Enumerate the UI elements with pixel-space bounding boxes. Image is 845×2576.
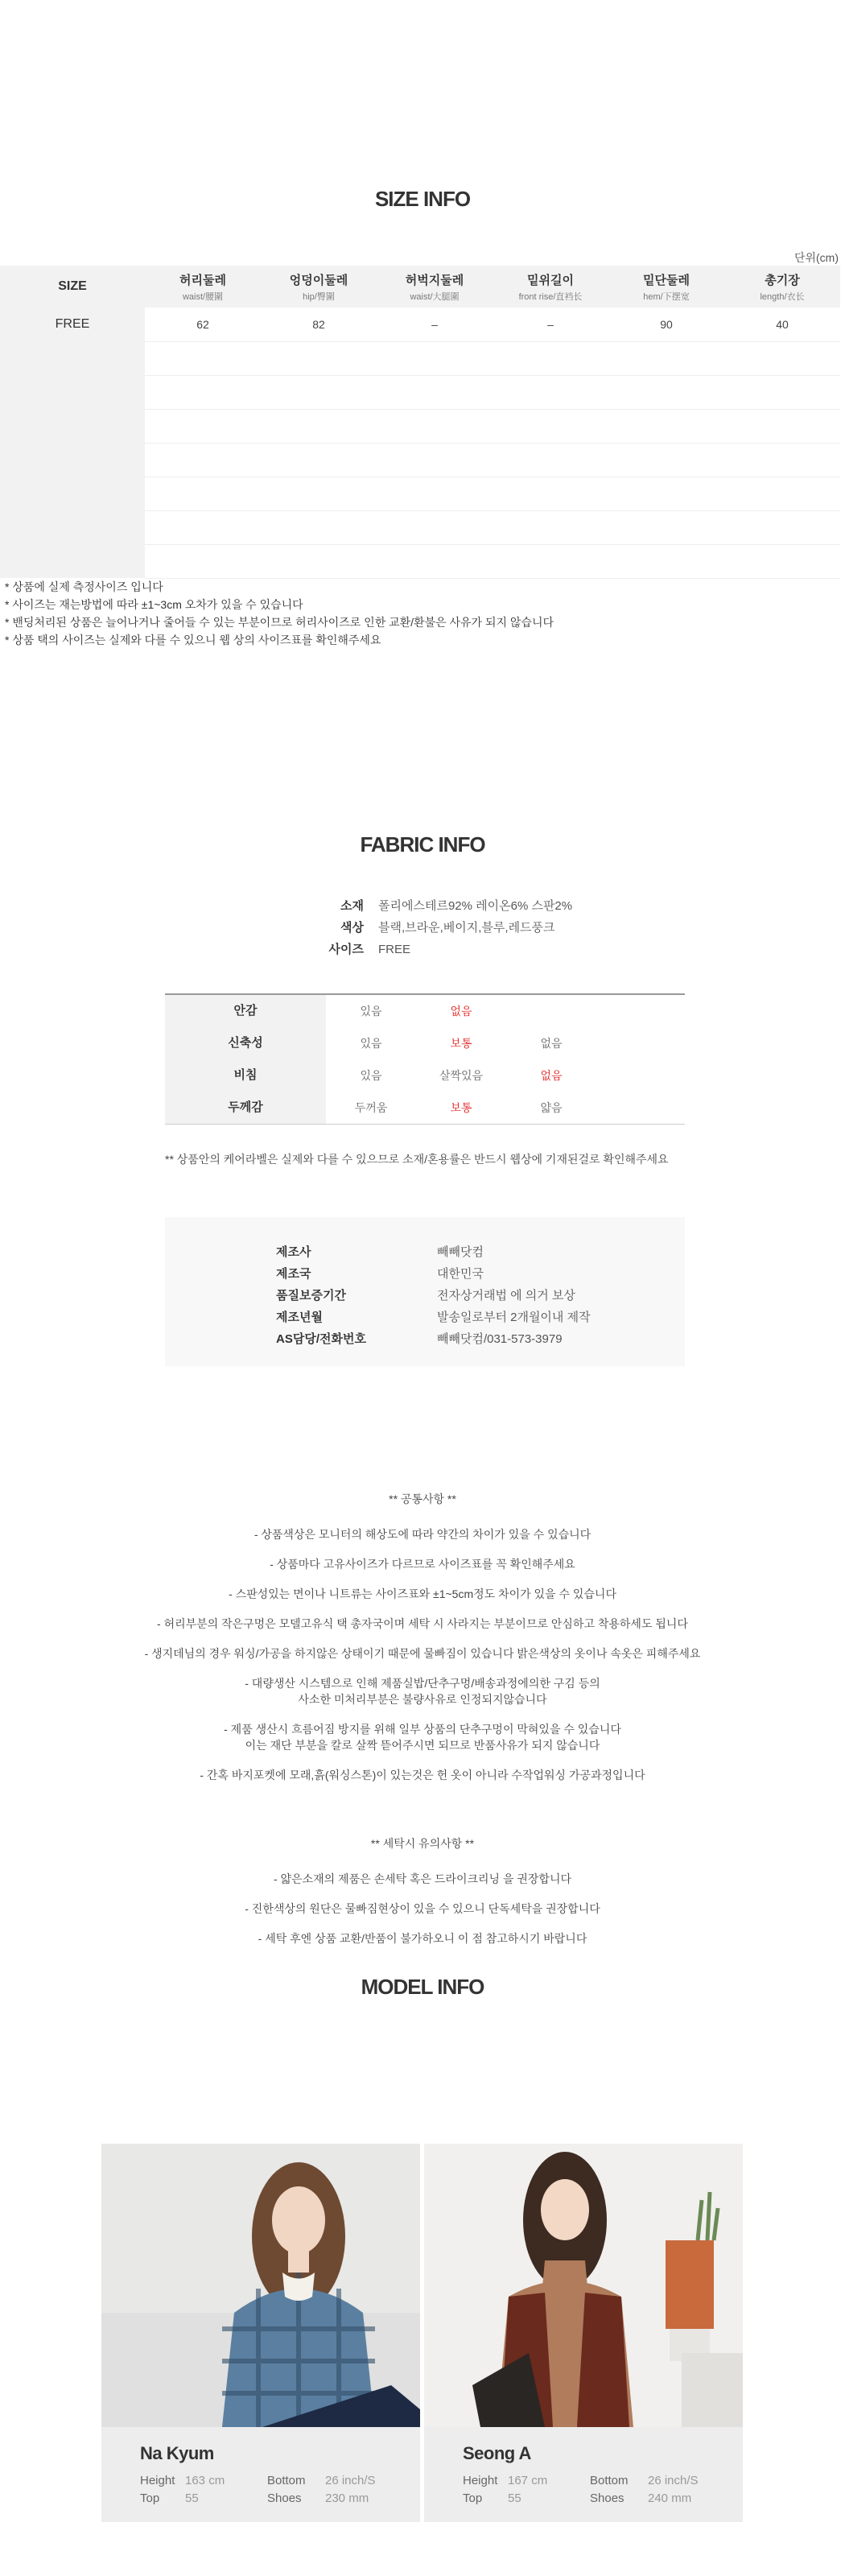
- notice-line: - 세탁 후엔 상품 교환/반품이 불가하오니 이 점 참고하시기 바랍니다: [258, 1932, 587, 1945]
- column-header-hip: 엉덩이둘레 hip/臀圍: [261, 266, 377, 308]
- top-value: 55: [508, 2491, 521, 2505]
- notice-line: - 스판성있는 면이나 니트류는 사이즈표와 ±1~5cm정도 차이가 있을 수 있습니다: [229, 1587, 616, 1600]
- shoes-value: 230 mm: [325, 2491, 369, 2505]
- size-table-header-row: [0, 266, 840, 308]
- size-row-label: FREE: [0, 308, 145, 341]
- property-label: 두께감: [165, 1092, 326, 1124]
- size-column-header: SIZE: [0, 266, 145, 308]
- size-note: * 밴딩처리된 상품은 늘어나거나 줄어들 수 있는 부분이므로 허리사이즈로 인한 교환/환불은 사유가 되지 않습니다: [5, 616, 554, 629]
- common-notice: [0, 1491, 845, 1797]
- model-name: Seong A: [463, 2443, 531, 2463]
- wash-notice: [0, 1835, 845, 1960]
- care-label-note: ** 상품안의 케어라벨은 실제와 다를 수 있으므로 소재/혼용률은 반드시 웹상에 기재된걸로 확인해주세요: [165, 1153, 669, 1166]
- country-value: 대한민국: [437, 1267, 484, 1281]
- bottom-value: 26 inch/S: [325, 2474, 376, 2487]
- material-value: 폴리에스테르92% 레이온6% 스판2%: [378, 899, 573, 913]
- table-cell: 90: [608, 308, 724, 341]
- bottom-label: Bottom: [590, 2474, 629, 2487]
- model-photo: [424, 2144, 743, 2427]
- table-cell: –: [377, 308, 493, 341]
- common-notice-title: ** 공통사항 **: [389, 1492, 456, 1505]
- wash-notice-title: ** 세탁시 유의사항 **: [370, 1837, 475, 1850]
- notice-line: - 제품 생산시 흐름어짐 방지를 위해 일부 상품의 단추구멍이 막혀있을 수 있습니다 이는 재단 부분을 칼로 살짝 뜯어주시면 되므로 반품사유가 되지 않습니다: [224, 1723, 621, 1752]
- fabric-info-title: FABRIC INFO: [360, 832, 485, 857]
- notice-line: - 상품색상은 모니터의 해상도에 따라 약간의 차이가 있을 수 있습니다: [254, 1528, 592, 1541]
- top-label: Top: [463, 2491, 483, 2505]
- height-value: 163 cm: [185, 2474, 225, 2487]
- size-note: * 상품에 실제 측정사이즈 입니다: [5, 580, 163, 593]
- column-header-rise: 밑위길이 front rise/直裆长: [493, 266, 608, 308]
- size-unit-label: 단위(cm): [793, 251, 839, 264]
- empty-row: [0, 443, 840, 477]
- model-info-title: MODEL INFO: [361, 1975, 484, 1999]
- empty-row: [0, 375, 840, 409]
- model-photo-image: [424, 2144, 743, 2427]
- warranty-label: 품질보증기간: [276, 1289, 346, 1302]
- country-label: 제조국: [276, 1267, 311, 1281]
- property-label: 안감: [165, 995, 326, 1027]
- manufacturer-info-box: [165, 1217, 685, 1366]
- manufacture-date-label: 제조년월: [276, 1311, 323, 1324]
- property-option: 없음: [450, 1005, 472, 1018]
- height-label: Height: [463, 2474, 498, 2487]
- shoes-label: Shoes: [267, 2491, 302, 2505]
- height-label: Height: [140, 2474, 175, 2487]
- notice-line: - 허리부분의 작은구멍은 모델고유식 택 총자국이며 세탁 시 사라지는 부분이므로 안심하고 착용하세도 됩니다: [157, 1617, 688, 1630]
- bottom-label: Bottom: [267, 2474, 306, 2487]
- table-row: [0, 308, 840, 341]
- property-row-thickness: [165, 1092, 685, 1124]
- size-notes: [5, 578, 554, 649]
- model-card: [101, 2144, 420, 2522]
- property-label: 비침: [165, 1059, 326, 1092]
- bottom-value: 26 inch/S: [648, 2474, 699, 2487]
- size-table: [0, 266, 840, 579]
- as-contact-value: 빼빼닷컴/031-573-3979: [437, 1332, 563, 1346]
- property-option: 살짝있음: [439, 1069, 484, 1082]
- model-name: Na Kyum: [140, 2443, 214, 2463]
- property-option: 보통: [450, 1101, 472, 1114]
- column-header-waist: 허리둘레 waist/腰圍: [145, 266, 261, 308]
- property-option: 얇음: [540, 1101, 563, 1114]
- model-stats: [463, 2472, 730, 2508]
- property-label: 신축성: [165, 1027, 326, 1059]
- property-row-lining: [165, 995, 685, 1027]
- column-header-length: 총기장 length/衣长: [724, 266, 840, 308]
- notice-line: - 대량생산 시스템으로 인해 제품실밥/단추구멍/배송과정에의한 구김 등의 사소한 미처리부분은 불량사유로 인정되지않습니다: [245, 1677, 600, 1706]
- height-value: 167 cm: [508, 2474, 548, 2487]
- model-photo: [101, 2144, 420, 2427]
- property-option: 있음: [360, 1005, 382, 1018]
- model-card: [424, 2144, 743, 2522]
- color-value: 블랙,브라운,베이지,블루,레드풍크: [378, 921, 555, 935]
- empty-row: [0, 341, 840, 375]
- model-photo-image: [101, 2144, 420, 2427]
- property-option: 보통: [450, 1037, 472, 1050]
- shoes-value: 240 mm: [648, 2491, 692, 2505]
- table-cell: 62: [145, 308, 261, 341]
- column-header-hem: 밑단둘레 hem/下摆宽: [608, 266, 724, 308]
- size-note: * 사이즈는 재는방법에 따라 ±1~3cm 오차가 있을 수 있습니다: [5, 598, 303, 611]
- manufacturer-label: 제조사: [276, 1245, 311, 1259]
- table-cell: 82: [261, 308, 377, 341]
- as-contact-label: AS담당/전화번호: [276, 1332, 366, 1346]
- property-option: 있음: [360, 1037, 382, 1050]
- empty-row: [0, 510, 840, 544]
- top-label: Top: [140, 2491, 160, 2505]
- warranty-value: 전자상거래법 에 의거 보상: [437, 1289, 575, 1302]
- color-label: 색상: [340, 921, 364, 935]
- size-label: 사이즈: [328, 943, 364, 956]
- top-value: 55: [185, 2491, 199, 2505]
- manufacturer-value: 빼빼닷컴: [437, 1245, 484, 1259]
- size-value: FREE: [378, 943, 411, 956]
- manufacture-date-value: 발송일로부터 2개월이내 제작: [437, 1311, 591, 1324]
- notice-line: - 간혹 바지포켓에 모래,흙(워싱스톤)이 있는것은 헌 옷이 아니라 수작업워싱 가공과정입니다: [200, 1769, 645, 1781]
- property-row-stretch: [165, 1027, 685, 1059]
- empty-row: [0, 409, 840, 443]
- material-label: 소재: [340, 899, 364, 913]
- property-option: 없음: [540, 1069, 563, 1082]
- property-option: 두꺼움: [354, 1101, 388, 1114]
- notice-line: - 상품마다 고유사이즈가 다르므로 사이즈표를 꼭 확인해주세요: [270, 1558, 575, 1571]
- model-stats: [140, 2472, 407, 2508]
- fabric-properties-table: [165, 993, 685, 1125]
- size-info-title: SIZE INFO: [374, 187, 471, 211]
- size-note: * 상품 택의 사이즈는 실제와 다를 수 있으니 웹 상의 사이즈표를 확인해주세요: [5, 634, 381, 646]
- empty-row: [0, 477, 840, 510]
- empty-row: [0, 544, 840, 578]
- notice-line: - 진한색상의 원단은 물빠짐현상이 있을 수 있으니 단독세탁을 권장합니다: [245, 1902, 600, 1915]
- shoes-label: Shoes: [590, 2491, 624, 2505]
- column-header-thigh: 허벅지둘레 waist/大腿圍: [377, 266, 493, 308]
- property-option: 있음: [360, 1069, 382, 1082]
- fabric-summary: [306, 895, 572, 960]
- property-row-sheer: [165, 1059, 685, 1092]
- notice-line: - 얇은소재의 제품은 손세탁 혹은 드라이크리닝 을 권장합니다: [274, 1872, 571, 1885]
- table-cell: –: [493, 308, 608, 341]
- property-option: 없음: [540, 1037, 563, 1050]
- notice-line: - 생지데님의 경우 워싱/가공을 하지않은 상태이기 때문에 물빠짐이 있습니다 밝은색상의 옷이나 속옷은 피해주세요: [144, 1647, 701, 1660]
- table-cell: 40: [724, 308, 840, 341]
